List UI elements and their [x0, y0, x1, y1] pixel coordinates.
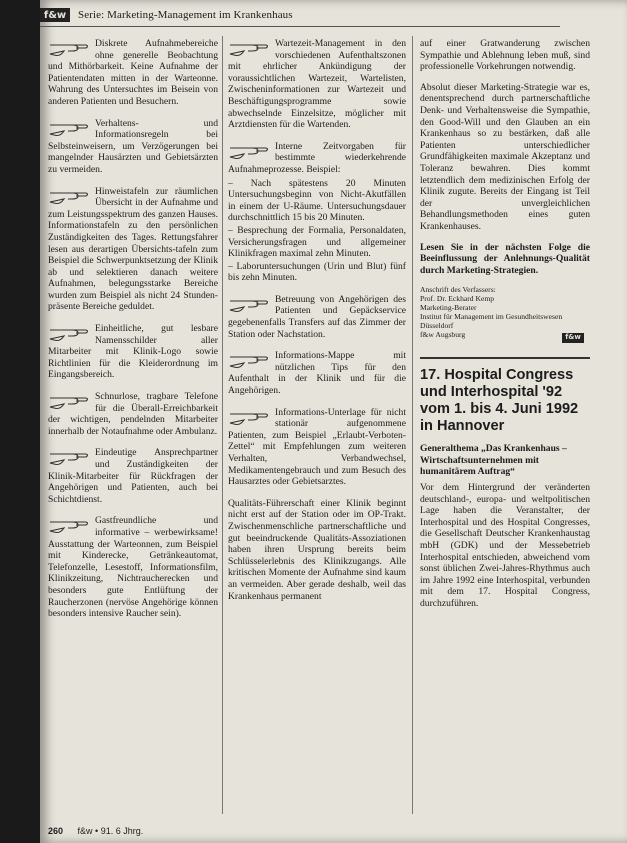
list-item: Eindeutige Ansprechpartner und Zuständigkeiten der Klinik-Mitarbeiter für Rückfragen der Angehörigen und Patienten, auch bei Schichtdienst. — [48, 447, 218, 505]
running-head: Serie: Marketing-Management im Krankenhaus — [78, 9, 293, 21]
bullet-item: – Laboruntersuchungen (Urin und Blut) fünf bis zehn Minuten. — [228, 260, 406, 284]
pointing-hand-icon — [228, 142, 270, 162]
column-divider — [222, 36, 223, 814]
list-item: Interne Zeitvorgaben für bestimmte wiederkehrende Aufnahmeprozesse. Beispiel: — [228, 140, 406, 175]
list-item: Schnurlose, tragbare Telefone für die Überall-Erreichbarkeit der wichtigen, pendelnden Mitarbeiter innerhalb der Notaufnahme oder Ambulanz. — [48, 391, 218, 437]
pointing-hand-icon — [48, 39, 90, 59]
congress-subhead: Generalthema „Das Krankenhaus – Wirtschaftsunternehmen mit humanitärem Auftrag“ — [420, 443, 567, 478]
list-item: Diskrete Aufnahmebereiche ohne generelle Beobachtung und Mithörbarkeit. Keine Aufnahme der Patientendaten mitten in der Warteonne. Wahrung des Untersuchtes im Beisein von anderen Patienten und Besuchern. — [48, 38, 218, 107]
author-address: Anschrift des Verfassers: Prof. Dr. Eckhard Kemp Marketing-Berater Institut für Management im Gesundheitswesen Düsseldorf f&w Augsburg — [420, 285, 563, 340]
closing-paragraph: Qualitäts-Führerschaft einer Klinik beginnt nicht erst auf der Station oder im OP-Trakt. Zwischenmenschliche partnerschaftliche und gut beeindruckende Qualitäts-Assoziationen haben ihren Ursprung bereits beim Schlüsselerlebnis des Klinikzugangs. Alle kritischen Momente der Aufnahme sind kaum an vermeiden. Aber gerade deshalb, weil das Krankenhaus permanent — [228, 497, 406, 602]
next-issue-teaser: Lesen Sie in der nächsten Folge die Beeinflussung der Anlehnungs-Qualität durch Marketing-Strategien. — [420, 241, 590, 276]
pointing-hand-icon — [48, 324, 90, 344]
paragraph: auf einer Gratwanderung zwischen Sympathie und Ablehnung leben muß, sind professionelle Vorkehrungen notwendig. — [420, 38, 590, 73]
congress-body: Vor dem Hintergrund der veränderten deutschland-, europa- und weltpolitischen Lage haben die Veranstalter, der Interhospital und des Hospital Congresses, die Gesellschaft Deutscher Krankenhaustag mbH (GDK) und der Messebetrieb Interhospital entschieden, abweichend vom sonst üblichen Zwei-Jahres-Rhythmus auch im Jahre 1992 eine Interhospital, verbunden mit dem 17. Hospital Congress, durchzuführen. — [420, 482, 590, 609]
journal-logo-small: f&w — [562, 333, 584, 343]
column-left — [48, 38, 218, 630]
pointing-hand-icon — [228, 295, 270, 315]
list-item: Informations-Unterlage für nicht stationär aufgenommene Patienten, zum Beispiel „Erlaubt-Verboten-Zettel“ mit Empfehlungen zum weiteren Verhalten, Verbandwechsel, Medikamentengebrauch und zum Besuch des Hausarztes oder Gebietsarztes. — [228, 406, 406, 488]
list-item: Verhaltens- und Informationsregeln bei Selbsteinweisern, um Verzögerungen bei mangelnder Hausärzten und Gebietsärzten zu vermeiden. — [48, 117, 218, 175]
list-item: Wartezeit-Management in den vorschiedenen Aufenthaltszonen mit ehrlicher Ankündigung der voraussichtlichen Wartezeit, Wartelisten, Zwischeninformationen zur Wartezeit und Beschäftigungsprogramme sowie abwechselnde Einzelsitze, möglicher mit Arztdiensten für die Wartenden. — [228, 38, 406, 131]
header-rule — [40, 26, 560, 27]
paragraph: Absolut dieser Marketing-Strategie war es, denentsprechend durch partnerschaftliche Denk- und Verhaltensweise die Sympathie, den Good-Will und den Glauben an ein Krankenhaus so zu bestärken, daß alle Patienten unterschiedlicher Grundfähigkeiten maximale Akzeptanz und Toleranz bewahren. Dies kommt letztendlich dem medizinischen Erfolg der Klinik zugute. Bereits der Eingang ist Teil der unvergleichlichen Behandlungsmethoden eines guten Krankenhauses. — [420, 81, 590, 232]
pointing-hand-icon — [48, 448, 90, 468]
journal-logo: f&w — [40, 8, 70, 22]
list-item: Einheitliche, gut lesbare Namensschilder aller Mitarbeiter mit Klinik-Logo sowie Richtlinien für die Kleiderordnung im Eingangsbereich. — [48, 323, 218, 381]
page-number: 260 — [48, 826, 64, 836]
list-item: Hinweistafeln zur räumlichen Übersicht in der Aufnahme und zum Leistungsspektrum des ganzen Hauses. Informationstafeln zu den persönlichen Zuständigkeiten des Tages. Rettungsfahrer lesen aus derartigen Übersichts-tafeln zum Beispiel die Schwerpunktsetzung der Klinik ab und selektieren danach weitere Aufnahmen, belegungsstarke Bereiche wurden zum Beispiel als nicht 24 Stunden-präsente Bereiche geduldet. — [48, 185, 218, 313]
page-header — [40, 6, 410, 24]
bullet-item: – Nach spätestens 20 Minuten Untersuchungsbeginn von Nicht-Akutfällen in einem der U-Räume. Untersuchungsdauer durchschnittlich 15 bis 20 Minuten. — [228, 177, 406, 224]
page-footer — [48, 826, 143, 836]
bullet-item: – Besprechung der Formalia, Personaldaten, Versicherungsfragen und allgemeiner Klinikfragen maximal zehn Minuten. — [228, 224, 406, 260]
congress-headline: 17. Hospital Congress und Interhospital '92 vom 1. bis 4. Juni 1992 in Hannover — [420, 357, 590, 435]
column-right — [420, 38, 590, 619]
pointing-hand-icon — [48, 392, 90, 412]
column-divider — [412, 36, 413, 814]
list-item: Gastfreundliche und informative – werbewirksame! Ausstattung der Warteonnen, zum Beispiel mit Kinderecke, Getränkeautomat, Telefonzelle, Lesestoff, Informationsfilm, Klinikzeitung, Nichtraucherecken und besonders gute Entlüftung der Raucherzonen (nervöse Angehörige können besonders intensive Raucher sein). — [48, 515, 218, 620]
pointing-hand-icon — [228, 39, 270, 59]
pointing-hand-icon — [228, 351, 270, 371]
pointing-hand-icon — [48, 187, 90, 207]
pointing-hand-icon — [48, 516, 90, 536]
pointing-hand-icon — [228, 408, 270, 428]
list-item: Betreuung von Angehörigen des Patienten und Gepäckservice gegebenenfalls Transfers auf das Zimmer der Station oder Nachstation. — [228, 293, 406, 340]
pointing-hand-icon — [48, 119, 90, 139]
list-item: Informations-Mappe mit nützlichen Tips für den Aufenthalt in der Klinik und für die Angehörigen. — [228, 350, 406, 397]
column-middle — [228, 38, 406, 612]
issue-info: f&w • 91. 6 Jhrg. — [77, 826, 144, 836]
